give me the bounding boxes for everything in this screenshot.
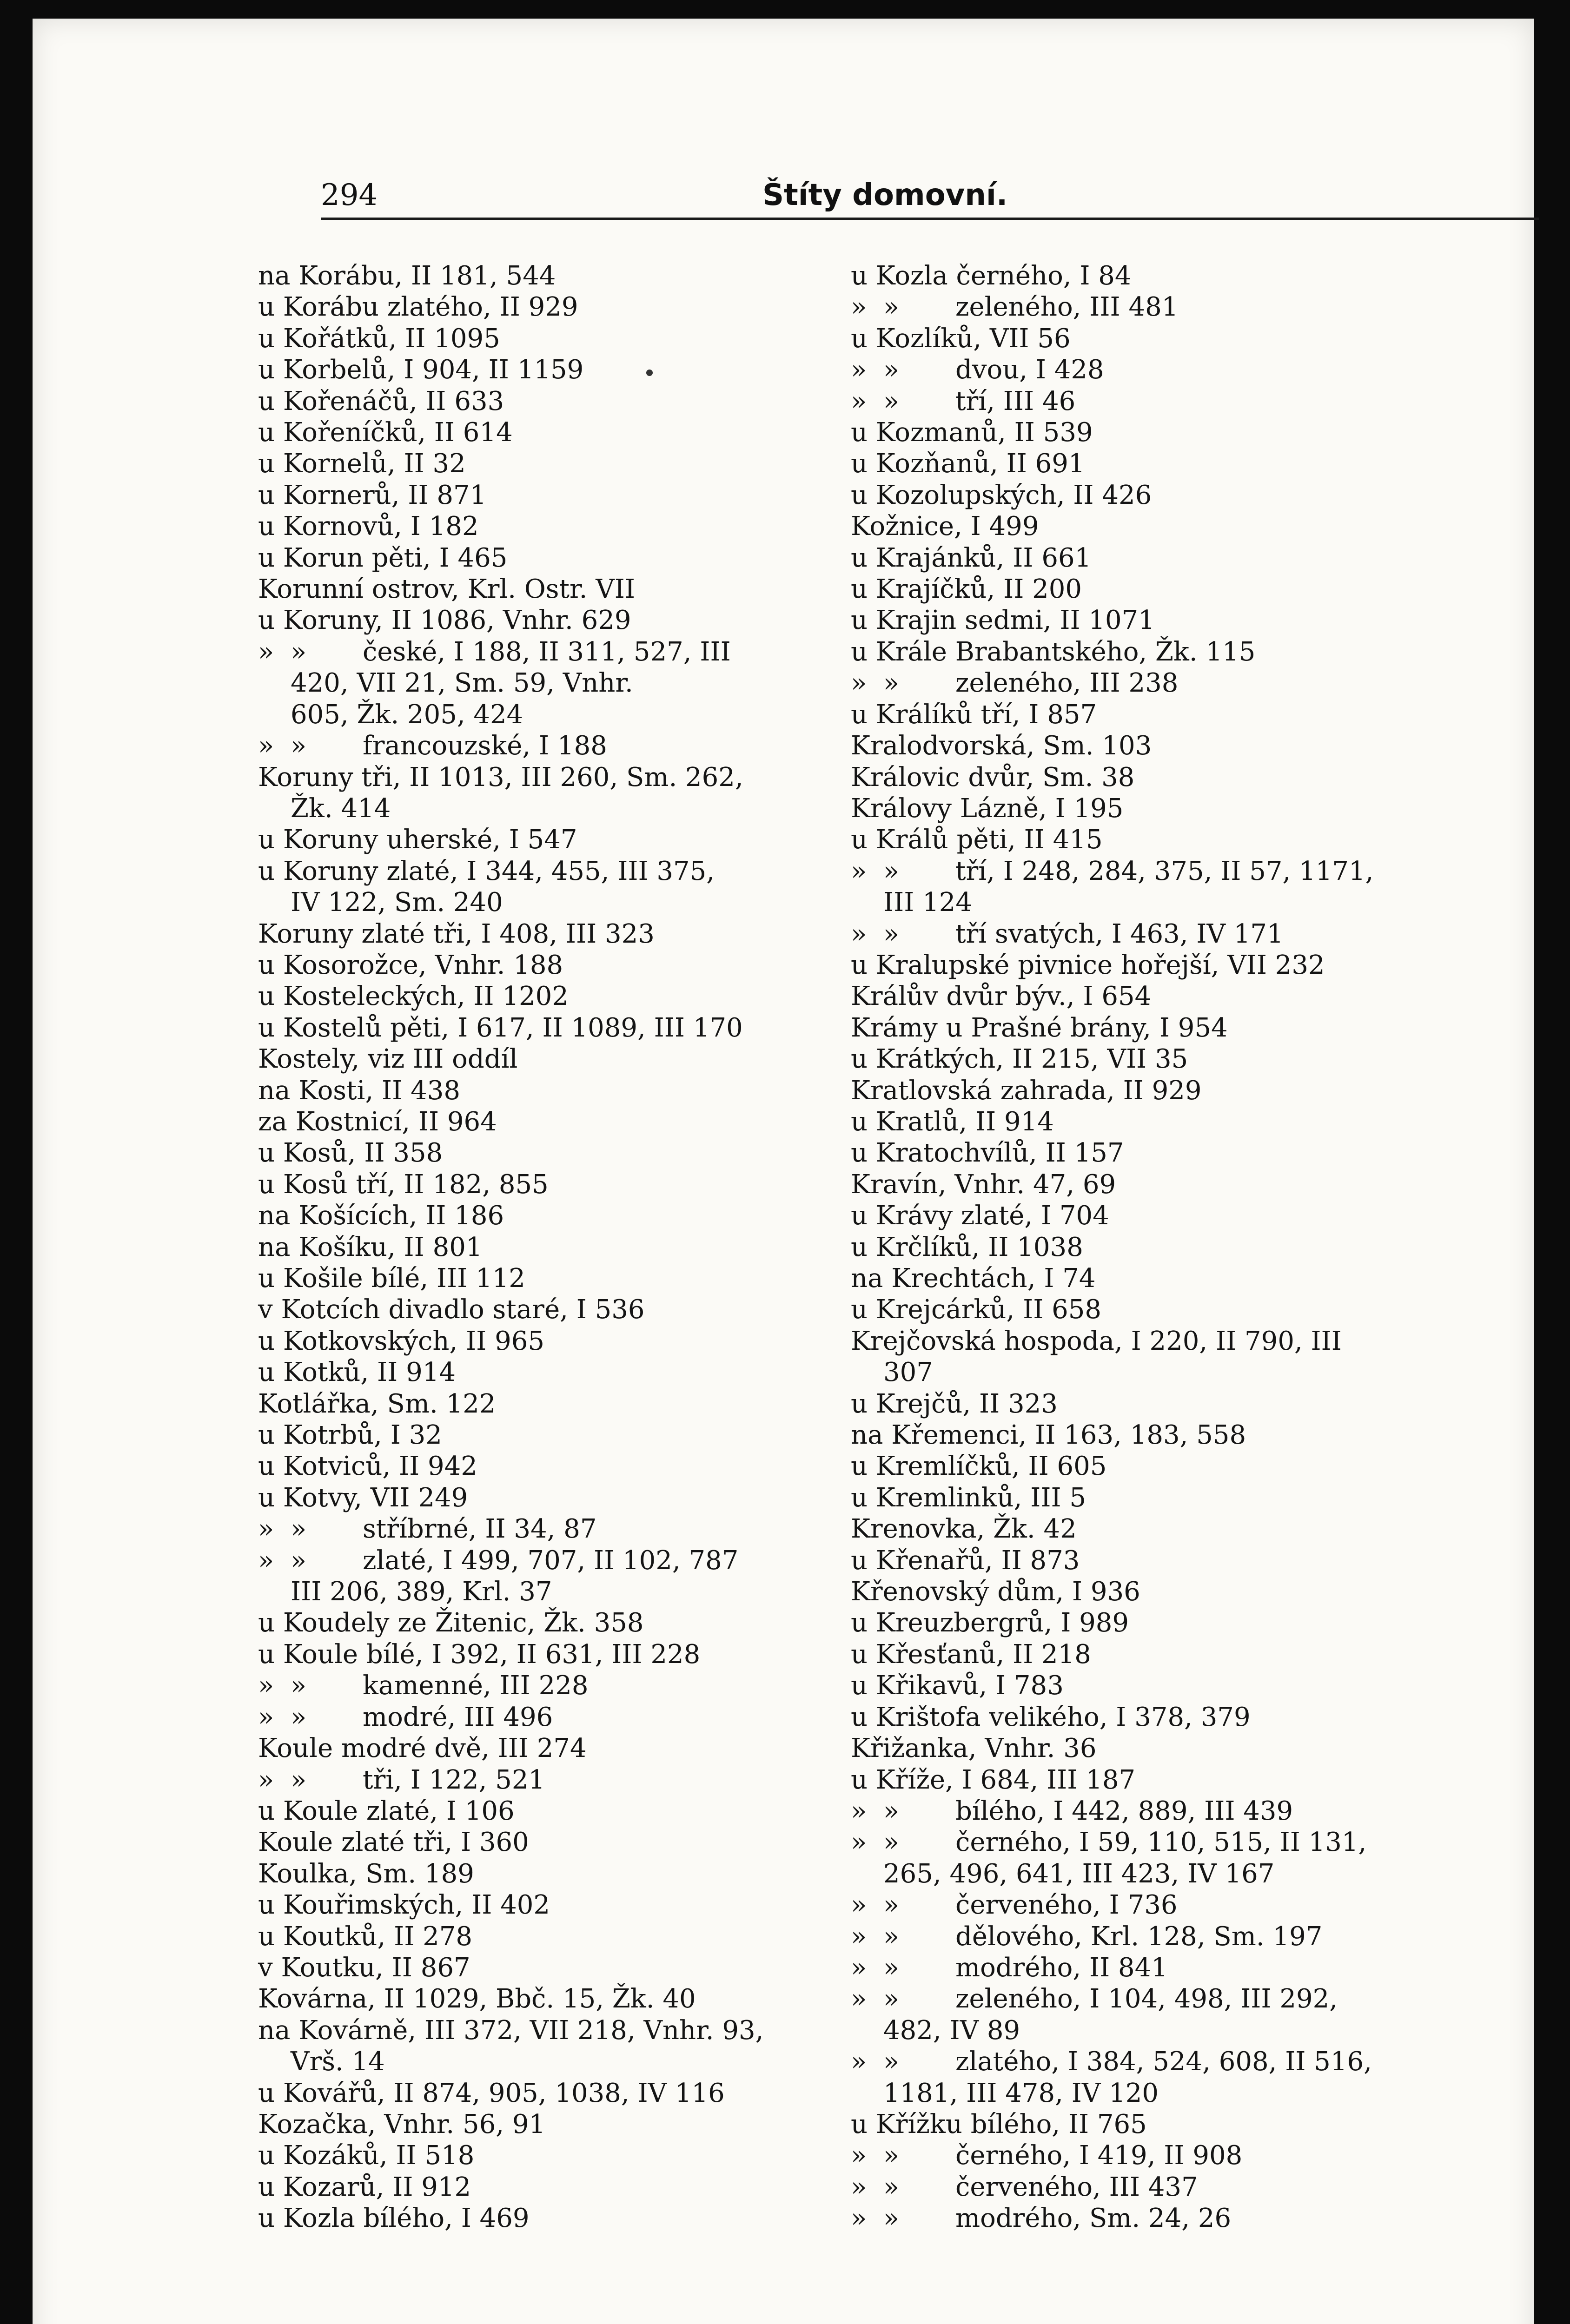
ditto-mark: » » xyxy=(851,355,900,385)
index-entry-text: na Košíku, II 801 xyxy=(258,1232,483,1262)
index-entry-text: na Kosti, II 438 xyxy=(258,1075,460,1106)
index-entry xyxy=(258,1952,839,1983)
index-entry xyxy=(851,1607,1399,1638)
index-entry-text: 265, 496, 641, III 423, IV 167 xyxy=(883,1858,1275,1889)
index-entry-text: modrého, II 841 xyxy=(955,1952,1168,1983)
ditto-mark: » » xyxy=(851,2203,900,2234)
index-entry-text: Kravín, Vnhr. 47, 69 xyxy=(851,1169,1116,1200)
ditto-mark: » » xyxy=(851,2172,900,2202)
index-entry xyxy=(851,542,1399,574)
index-entry xyxy=(851,260,1399,291)
index-entry-text: v Kotcích divadlo staré, I 536 xyxy=(258,1294,645,1325)
index-entry-text: 605, Žk. 205, 424 xyxy=(291,699,523,730)
index-entry-text: zlatého, I 384, 524, 608, II 516, xyxy=(955,2047,1372,2077)
index-entry-text: u Kremlíčků, II 605 xyxy=(851,1451,1107,1482)
index-entry xyxy=(851,918,1399,950)
index-entry xyxy=(258,730,839,761)
index-entry-continuation xyxy=(258,887,839,918)
index-entry xyxy=(258,605,839,636)
index-entry-text: bílého, I 442, 889, III 439 xyxy=(955,1796,1293,1826)
index-entry-text: u Krajánků, II 661 xyxy=(851,542,1092,573)
index-entry xyxy=(851,1482,1399,1513)
index-entry xyxy=(258,1983,839,2014)
index-entry xyxy=(851,1075,1399,1106)
index-entry-text: Kotlářka, Sm. 122 xyxy=(258,1388,496,1419)
index-entry-text: u Kremlinků, III 5 xyxy=(851,1482,1086,1513)
index-entry-text: Křižanka, Vnhr. 36 xyxy=(851,1733,1097,1764)
index-entry xyxy=(851,2172,1399,2203)
index-entry xyxy=(851,511,1399,542)
index-entry-text: III 206, 389, Krl. 37 xyxy=(291,1577,552,1607)
index-entry xyxy=(258,1921,839,1952)
index-entry-text: 420, VII 21, Sm. 59, Vnhr. xyxy=(291,668,633,699)
index-entry xyxy=(851,1889,1399,1921)
index-entry xyxy=(851,1326,1399,1357)
ditto-mark: » » xyxy=(851,2140,900,2171)
index-entry-text: u Křenařů, II 873 xyxy=(851,1545,1080,1576)
index-entry xyxy=(851,1921,1399,1952)
index-entry xyxy=(258,417,839,448)
index-entry-text: u Kouřimských, II 402 xyxy=(258,1890,550,1921)
index-entry xyxy=(258,1858,839,1889)
index-column-right xyxy=(851,260,1399,2234)
ditto-mark: » » xyxy=(258,1702,307,1732)
index-entry xyxy=(258,1075,839,1106)
index-entry-text: tří, III 46 xyxy=(955,386,1076,416)
index-entry xyxy=(851,824,1399,855)
index-entry-text: u Kozáků, II 518 xyxy=(258,2140,475,2171)
index-entry-continuation xyxy=(851,1357,1399,1388)
index-entry xyxy=(851,1513,1399,1545)
index-entry xyxy=(851,1670,1399,1701)
index-entry-text: Kožnice, I 499 xyxy=(851,511,1039,542)
index-entry xyxy=(851,1451,1399,1482)
ditto-mark: » » xyxy=(851,1827,900,1858)
index-entry-text: červeného, I 736 xyxy=(955,1890,1178,1921)
index-entry-text: za Kostnicí, II 964 xyxy=(258,1106,497,1137)
index-entry-text: u Kosů, II 358 xyxy=(258,1138,443,1169)
index-entry xyxy=(258,1639,839,1670)
index-entry-text: u Korun pěti, I 465 xyxy=(258,542,508,573)
index-entry-text: u Kozmanů, II 539 xyxy=(851,417,1093,448)
index-entry-text: u Koudely ze Žitenic, Žk. 358 xyxy=(258,1608,644,1638)
index-entry-text: Kratlovská zahrada, II 929 xyxy=(851,1075,1202,1106)
index-entry xyxy=(258,1827,839,1858)
index-entry-continuation xyxy=(851,1858,1399,1889)
index-entry xyxy=(851,1106,1399,1137)
index-entry xyxy=(258,2172,839,2203)
index-entry xyxy=(258,511,839,542)
index-entry xyxy=(258,636,839,667)
index-entry-text: Koruny zlaté tři, I 408, III 323 xyxy=(258,918,655,949)
index-entry xyxy=(851,291,1399,323)
index-entry xyxy=(851,1702,1399,1733)
index-entry-text: Koule modré dvě, III 274 xyxy=(258,1733,587,1764)
index-entry-text: u Kozolupských, II 426 xyxy=(851,480,1152,510)
index-entry xyxy=(851,386,1399,417)
index-entry-text: tři, I 122, 521 xyxy=(363,1764,545,1795)
index-entry-text: Krámy u Prašné brány, I 954 xyxy=(851,1012,1228,1043)
ditto-mark: » » xyxy=(851,856,900,886)
index-entry-text: u Králů pěti, II 415 xyxy=(851,825,1103,855)
index-entry-text: u Kosorožce, Vnhr. 188 xyxy=(258,950,563,980)
index-entry xyxy=(258,1451,839,1482)
index-entry xyxy=(851,448,1399,479)
index-entry xyxy=(258,762,839,793)
index-entry xyxy=(851,1419,1399,1451)
index-entry-text: u Košile bílé, III 112 xyxy=(258,1263,525,1294)
index-entry-text: tří, I 248, 284, 375, II 57, 1171, xyxy=(955,856,1374,886)
index-entry xyxy=(851,1733,1399,1764)
index-entry-text: u Kosů tří, II 182, 855 xyxy=(258,1169,549,1200)
index-entry-text: u Kozňanů, II 691 xyxy=(851,449,1085,479)
index-entry-text: české, I 188, II 311, 527, III xyxy=(363,636,731,667)
index-entry xyxy=(258,1388,839,1419)
index-entry xyxy=(258,1137,839,1169)
index-entry xyxy=(851,730,1399,761)
index-entry xyxy=(851,1137,1399,1169)
index-entry xyxy=(851,2140,1399,2171)
ditto-mark: » » xyxy=(258,1514,307,1545)
ditto-mark: » » xyxy=(258,1670,307,1701)
index-entry xyxy=(258,1357,839,1388)
index-entry-text: u Korbelů, I 904, II 1159 xyxy=(258,355,584,385)
index-entry-text: u Kořenáčů, II 633 xyxy=(258,386,504,416)
index-entry-continuation xyxy=(258,793,839,824)
index-entry-text: zeleného, III 481 xyxy=(955,292,1179,323)
index-entry-text: modré, III 496 xyxy=(363,1702,553,1732)
index-entry-text: francouzské, I 188 xyxy=(363,731,607,761)
index-entry xyxy=(258,1419,839,1451)
index-entry xyxy=(851,354,1399,385)
index-entry-text: dvou, I 428 xyxy=(955,355,1104,385)
ditto-mark: » » xyxy=(258,1545,307,1576)
index-entry xyxy=(258,1169,839,1200)
ditto-mark: » » xyxy=(258,636,307,667)
index-entry xyxy=(258,918,839,950)
index-entry-text: u Koule bílé, I 392, II 631, III 228 xyxy=(258,1639,701,1670)
index-entry xyxy=(851,699,1399,730)
index-entry-text: u Kotviců, II 942 xyxy=(258,1451,477,1482)
index-entry-text: Královy Lázně, I 195 xyxy=(851,793,1124,824)
index-entry xyxy=(258,1200,839,1231)
index-entry-text: u Kornovů, I 182 xyxy=(258,511,479,542)
index-entry xyxy=(851,2109,1399,2140)
index-entry xyxy=(258,2140,839,2171)
index-entry-text: u Kotků, II 914 xyxy=(258,1357,456,1388)
index-entry-text: u Krejcárků, II 658 xyxy=(851,1294,1102,1325)
index-entry xyxy=(258,824,839,855)
index-entry xyxy=(851,981,1399,1012)
index-entry xyxy=(851,1388,1399,1419)
index-entry-text: u Krále Brabantského, Žk. 115 xyxy=(851,636,1256,667)
index-entry-text: na Košících, II 186 xyxy=(258,1201,504,1231)
index-entry-continuation xyxy=(258,1576,839,1607)
index-entry-text: 307 xyxy=(883,1357,933,1388)
index-entry-text: u Křikavů, I 783 xyxy=(851,1670,1064,1701)
index-entry-text: u Kotkovských, II 965 xyxy=(258,1326,544,1356)
index-entry xyxy=(258,386,839,417)
index-entry-text: na Kovárně, III 372, VII 218, Vnhr. 93, xyxy=(258,2015,764,2046)
ditto-mark: » » xyxy=(851,386,900,416)
running-title: Štíty domovní. xyxy=(762,178,1008,212)
index-entry xyxy=(258,1796,839,1827)
index-entry xyxy=(851,1764,1399,1796)
index-entry-text: u Kotrbů, I 32 xyxy=(258,1420,442,1451)
index-entry-text: u Koutků, II 278 xyxy=(258,1921,473,1952)
index-entry-text: u Kosteleckých, II 1202 xyxy=(258,981,569,1012)
index-entry-text: 482, IV 89 xyxy=(883,2015,1020,2046)
index-entry-text: u Koule zlaté, I 106 xyxy=(258,1796,515,1826)
index-entry xyxy=(258,1764,839,1796)
index-entry-text: Královic dvůr, Sm. 38 xyxy=(851,762,1135,792)
index-entry-text: u Korábu zlatého, II 929 xyxy=(258,292,578,323)
ditto-mark: » » xyxy=(258,1764,307,1795)
index-entry-text: u Krávy zlaté, I 704 xyxy=(851,1201,1109,1231)
index-entry xyxy=(258,2203,839,2234)
index-entry-text: na Krechtách, I 74 xyxy=(851,1263,1096,1294)
index-entry xyxy=(258,1232,839,1263)
index-entry xyxy=(851,1043,1399,1075)
ditto-mark: » » xyxy=(851,668,900,699)
index-entry xyxy=(851,856,1399,887)
ditto-mark: » » xyxy=(851,1796,900,1826)
index-entry xyxy=(258,1733,839,1764)
index-entry xyxy=(851,417,1399,448)
index-entry-continuation xyxy=(258,667,839,699)
index-entry xyxy=(258,950,839,981)
index-entry-text: III 124 xyxy=(883,887,973,918)
index-entry-text: Králův dvůr býv., I 654 xyxy=(851,981,1152,1012)
index-entry-text: u Krčlíků, II 1038 xyxy=(851,1232,1083,1262)
index-entry xyxy=(851,762,1399,793)
index-entry-text: u Koruny zlaté, I 344, 455, III 375, xyxy=(258,856,715,886)
index-entry-text: stříbrné, II 34, 87 xyxy=(363,1514,597,1545)
ditto-mark: » » xyxy=(851,2047,900,2077)
index-entry xyxy=(258,574,839,605)
index-entry xyxy=(258,981,839,1012)
index-entry-text: Krejčovská hospoda, I 220, II 790, III xyxy=(851,1326,1342,1356)
index-entry-text: Krenovka, Žk. 42 xyxy=(851,1514,1077,1545)
index-entry-text: u Kořeníčků, II 614 xyxy=(258,417,513,448)
index-entry xyxy=(258,2015,839,2046)
index-entry-text: u Koruny, II 1086, Vnhr. 629 xyxy=(258,605,631,636)
index-entry-text: zeleného, I 104, 498, III 292, xyxy=(955,1984,1338,2014)
index-entry-text: u Kořátků, II 1095 xyxy=(258,323,500,354)
index-entry xyxy=(258,1482,839,1513)
index-entry-text: u Kozarů, II 912 xyxy=(258,2172,471,2202)
index-entry-text: u Krajíčků, II 200 xyxy=(851,574,1082,605)
page-header xyxy=(321,171,1539,220)
index-entry xyxy=(851,1952,1399,1983)
index-entry xyxy=(851,605,1399,636)
index-entry-text: Kovárna, II 1029, Bbč. 15, Žk. 40 xyxy=(258,1984,696,2014)
index-entry-text: u Krátkých, II 215, VII 35 xyxy=(851,1044,1188,1075)
index-entry-continuation xyxy=(851,2078,1399,2109)
index-entry-text: Vrš. 14 xyxy=(291,2047,385,2077)
index-entry-text: Křenovský dům, I 936 xyxy=(851,1577,1140,1607)
index-entry-text: u Kříže, I 684, III 187 xyxy=(851,1764,1136,1795)
index-entry-text: u Kotvy, VII 249 xyxy=(258,1482,468,1513)
index-entry-text: u Koruny uherské, I 547 xyxy=(258,825,577,855)
index-entry xyxy=(258,1326,839,1357)
index-entry-text: Kralodvorská, Sm. 103 xyxy=(851,731,1152,761)
index-entry xyxy=(851,667,1399,699)
index-entry-text: v Koutku, II 867 xyxy=(258,1952,470,1983)
index-entry xyxy=(258,856,839,887)
index-entry-text: u Kratochvílů, II 157 xyxy=(851,1138,1124,1169)
index-entry xyxy=(851,2203,1399,2234)
index-entry-text: Kozačka, Vnhr. 56, 91 xyxy=(258,2109,546,2139)
index-entry xyxy=(851,1263,1399,1294)
index-entry-text: 1181, III 478, IV 120 xyxy=(883,2078,1159,2108)
index-entry xyxy=(851,1012,1399,1043)
index-entry xyxy=(851,480,1399,511)
index-entry xyxy=(258,448,839,479)
index-entry-continuation xyxy=(851,887,1399,918)
index-entry xyxy=(851,1639,1399,1670)
index-entry xyxy=(258,291,839,323)
index-entry xyxy=(851,323,1399,354)
index-entry-text: u Krejčů, II 323 xyxy=(851,1388,1058,1419)
index-entry-text: dělového, Krl. 128, Sm. 197 xyxy=(955,1921,1323,1952)
index-entry-text: u Kozla černého, I 84 xyxy=(851,261,1132,291)
index-entry xyxy=(258,1106,839,1137)
index-entry-text: u Kozla bílého, I 469 xyxy=(258,2203,530,2234)
index-entry xyxy=(851,2046,1399,2077)
index-entry xyxy=(851,574,1399,605)
index-entry-text: Žk. 414 xyxy=(291,793,391,824)
index-entry xyxy=(258,1294,839,1325)
index-entry xyxy=(851,1983,1399,2014)
index-entry xyxy=(851,1827,1399,1858)
index-entry xyxy=(851,950,1399,981)
index-entry-text: černého, I 419, II 908 xyxy=(955,2140,1243,2171)
index-entry xyxy=(258,1263,839,1294)
index-entry-text: na Korábu, II 181, 544 xyxy=(258,261,556,291)
index-entry-text: u Kornerů, II 871 xyxy=(258,480,487,510)
index-entry xyxy=(258,1702,839,1733)
index-entry-text: zeleného, III 238 xyxy=(955,668,1179,699)
index-entry xyxy=(258,1545,839,1576)
index-entry-text: u Kozlíků, VII 56 xyxy=(851,323,1071,354)
index-entry-continuation xyxy=(851,2015,1399,2046)
ditto-mark: » » xyxy=(851,1921,900,1952)
index-entry xyxy=(851,1545,1399,1576)
index-entry xyxy=(851,1796,1399,1827)
ditto-mark: » » xyxy=(851,1952,900,1983)
index-entry-text: Korunní ostrov, Krl. Ostr. VII xyxy=(258,574,635,605)
index-entry-text: černého, I 59, 110, 515, II 131, xyxy=(955,1827,1367,1858)
index-entry-text: červeného, III 437 xyxy=(955,2172,1198,2202)
index-entry xyxy=(258,1889,839,1921)
index-entry xyxy=(258,1012,839,1043)
index-entry xyxy=(258,480,839,511)
index-entry xyxy=(258,2078,839,2109)
index-entry-text: kamenné, III 228 xyxy=(363,1670,589,1701)
index-entry-text: u Kostelů pěti, I 617, II 1089, III 170 xyxy=(258,1012,743,1043)
index-entry xyxy=(258,542,839,574)
ditto-mark: » » xyxy=(851,1984,900,2014)
index-entry-text: Koruny tři, II 1013, III 260, Sm. 262, xyxy=(258,762,743,792)
ditto-mark: » » xyxy=(851,918,900,949)
page-number: 294 xyxy=(321,178,378,212)
index-entry-text: Koulka, Sm. 189 xyxy=(258,1858,474,1889)
index-entry xyxy=(851,793,1399,824)
index-entry-text: na Křemenci, II 163, 183, 558 xyxy=(851,1420,1246,1451)
index-entry xyxy=(258,323,839,354)
index-entry-text: u Kreuzbergrů, I 989 xyxy=(851,1608,1129,1638)
index-entry-text: u Křesťanů, II 218 xyxy=(851,1639,1091,1670)
index-entry-text: tří svatých, I 463, IV 171 xyxy=(955,918,1284,949)
index-entry xyxy=(851,636,1399,667)
index-entry-text: Kostely, viz III oddíl xyxy=(258,1044,518,1075)
index-entry xyxy=(258,1607,839,1638)
index-entry xyxy=(851,1200,1399,1231)
index-entry xyxy=(258,354,839,385)
index-entry xyxy=(258,1043,839,1075)
ditto-mark: » » xyxy=(851,292,900,323)
index-entry-text: u Krajin sedmi, II 1071 xyxy=(851,605,1155,636)
index-entry-text: u Kralupské pivnice hořejší, VII 232 xyxy=(851,950,1325,980)
ditto-mark: » » xyxy=(258,731,307,761)
index-entry-text: u Křížku bílého, II 765 xyxy=(851,2109,1147,2139)
index-entry xyxy=(851,1169,1399,1200)
index-entry-text: modrého, Sm. 24, 26 xyxy=(955,2203,1232,2234)
index-entry xyxy=(258,1670,839,1701)
index-entry xyxy=(258,2109,839,2140)
index-column-left xyxy=(258,260,839,2234)
index-entry-text: zlaté, I 499, 707, II 102, 787 xyxy=(363,1545,739,1576)
index-entry xyxy=(851,1294,1399,1325)
index-entry-text: u Kornelů, II 32 xyxy=(258,449,466,479)
index-entry-continuation xyxy=(258,699,839,730)
ditto-mark: » » xyxy=(851,1890,900,1921)
index-entry xyxy=(258,260,839,291)
index-entry-text: u Kovářů, II 874, 905, 1038, IV 116 xyxy=(258,2078,725,2108)
index-entry-text: Koule zlaté tři, I 360 xyxy=(258,1827,529,1858)
index-entry-continuation xyxy=(258,2046,839,2077)
index-entry-text: u Kratlů, II 914 xyxy=(851,1106,1054,1137)
index-entry xyxy=(258,1513,839,1545)
index-entry-text: IV 122, Sm. 240 xyxy=(291,887,503,918)
index-entry-text: u Králíků tří, I 857 xyxy=(851,699,1097,730)
index-entry xyxy=(851,1232,1399,1263)
index-entry-text: u Krištofa velikého, I 378, 379 xyxy=(851,1702,1251,1732)
index-entry xyxy=(851,1576,1399,1607)
